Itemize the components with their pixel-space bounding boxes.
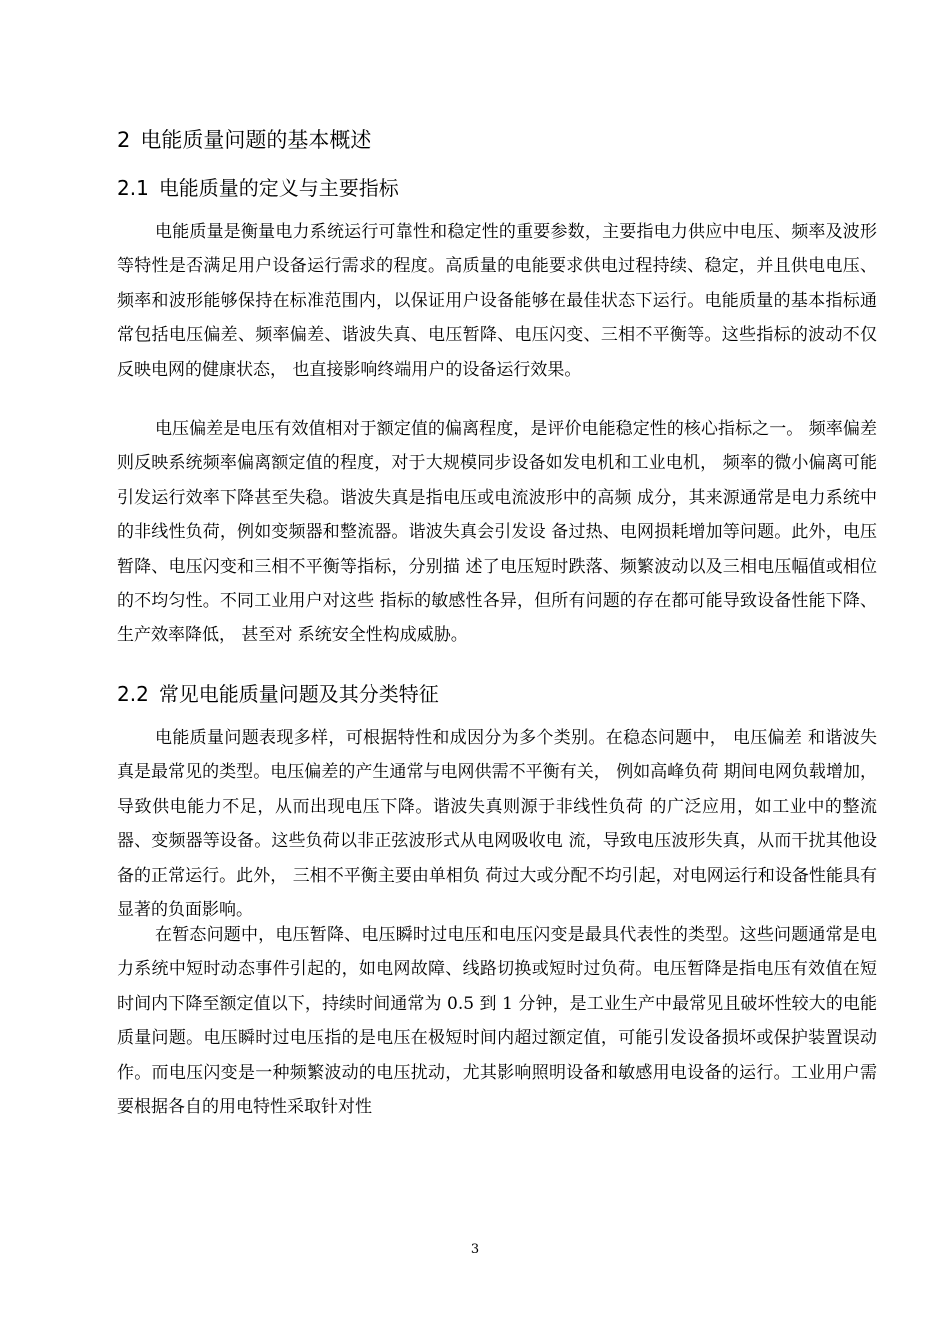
paragraph-2-1-b: 电压偏差是电压有效值相对于额定值的偏离程度，是评价电能稳定性的核心指标之一。 频率偏差则反映系统频率偏离额定值的程度，对于大规模同步设备如发电机和工业电机， 频率的微小偏离可能引发运行效率下降甚至失稳。谐波失真是指电压或电流波形中的高频 成分，其来源通常是电力系统中的非线性负荷，例如变频器和整流器。谐波失真会引发设 备过热、电网损耗增加等问题。此外，电压暂降、电压闪变和三相不平衡等指标，分别描 述了电压短时跌落、频繁波动以及三相电压幅值或相位的不均匀性。不同工业用户对这些 指标的敏感性各异，但所有问题的存在都可能导致设备性能下降、生产效率降低， 甚至对 系统安全性构成威胁。 bbox=[117, 419, 877, 646]
paragraph-2-2-a: 电能质量问题表现多样，可根据特性和成因分为多个类别。在稳态问题中， 电压偏差 和谐波失真是最常见的类型。电压偏差的产生通常与电网供需不平衡有关， 例如高峰负荷 期间电网负载增加，导致供电能力不足，从而出现电压下降。谐波失真则源于非线性负荷 的广泛应用，如工业中的整流器、变频器等设备。这些负荷以非正弦波形式从电网吸收电 流，导致电压波形失真，从而干扰其他设备的正常运行。此外， 三相不平衡主要由单相负 荷过大或分配不均引起，对电网运行和设备性能具有显著的负面影响。 bbox=[117, 728, 877, 921]
section-2-number: 2 bbox=[117, 128, 131, 152]
paragraph-2-2-b: 在暂态问题中，电压暂降、电压瞬时过电压和电压闪变是最具代表性的类型。这些问题通常是电力系统中短时动态事件引起的，如电网故障、线路切换或短时过负荷。电压暂降是指电压有效值在短时间内下降至额定值以下，持续时间通常为 0.5 到 1 分钟，是工业生产中最常见且破坏性较大的电能质量问题。电压瞬时过电压指的是电压在极短时间内超过额定值，可能引发设备损坏或保护装置误动作。而电压闪变是一种频繁波动的电压扰动，尤其影响照明设备和敏感用电设备的运行。工业用户需要根据各自的用电特性采取针对性 bbox=[117, 925, 877, 1118]
section-2-2-heading bbox=[117, 679, 439, 709]
section-2-title: 电能质量问题的基本概述 bbox=[140, 128, 372, 152]
section-2-1-number: 2.1 bbox=[117, 176, 149, 200]
section-2-heading bbox=[117, 124, 371, 156]
section-2-2-number: 2.2 bbox=[117, 682, 149, 706]
section-2-2-title: 常见电能质量问题及其分类特征 bbox=[158, 682, 439, 706]
section-2-1-title: 电能质量的定义与主要指标 bbox=[158, 176, 399, 200]
page-number: 3 bbox=[470, 1242, 480, 1257]
section-2-1-heading bbox=[117, 173, 399, 203]
paragraph-2-1-a: 电能质量是衡量电力系统运行可靠性和稳定性的重要参数，主要指电力供应中电压、频率及波形等特性是否满足用户设备运行需求的程度。高质量的电能要求供电过程持续、稳定，并且供电电压、频率和波形能够保持在标准范围内，以保证用户设备能够在最佳状态下运行。电能质量的基本指标通常包括电压偏差、频率偏差、谐波失真、电压暂降、电压闪变、三相不平衡等。这些指标的波动不仅反映电网的健康状态， 也直接影响终端用户的设备运行效果。 bbox=[117, 222, 877, 380]
